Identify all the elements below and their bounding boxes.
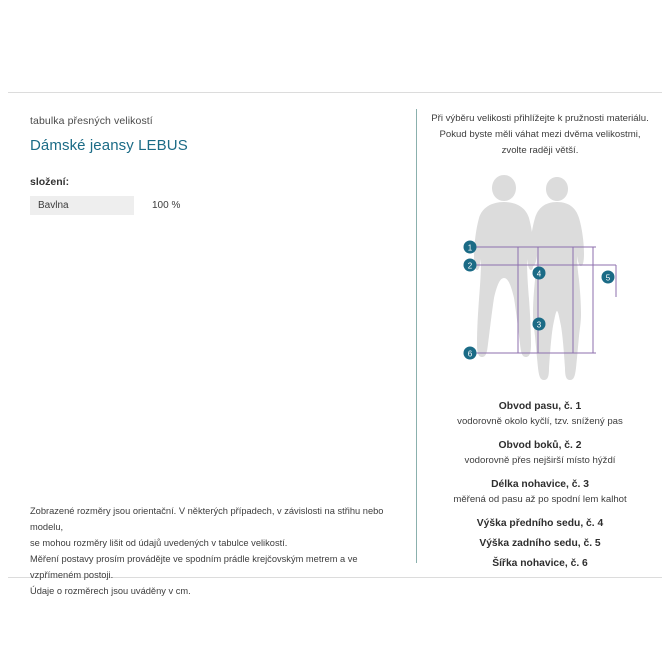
right-column	[426, 111, 654, 576]
measure-name: Obvod boků, č. 2	[498, 440, 582, 451]
table-row	[30, 196, 188, 215]
composition-value: 100 %	[152, 200, 181, 211]
list-item	[426, 516, 654, 531]
measure-name: Výška zadního sedu, č. 5	[479, 538, 601, 549]
svg-text:6: 6	[467, 349, 473, 359]
measure-desc: vodorovně okolo kyčlí, tzv. snížený pas	[457, 416, 623, 427]
svg-text:5: 5	[605, 273, 611, 283]
eyebrow-text: tabulka přesných velikostí	[30, 115, 153, 127]
list-item	[426, 556, 654, 571]
composition-table	[30, 196, 188, 215]
measurement-figure	[426, 167, 654, 389]
footnotes	[30, 503, 405, 599]
svg-text:3: 3	[536, 320, 542, 330]
footnote-line-1: Zobrazené rozměry jsou orientační. V některých případech, v závislosti na střihu nebo modelu,	[30, 506, 384, 532]
list-item	[426, 438, 654, 468]
size-chart-card	[8, 92, 662, 596]
column-divider	[416, 109, 417, 563]
measurement-list	[426, 399, 654, 571]
measure-name: Výška předního sedu, č. 4	[476, 518, 604, 529]
intro-text	[426, 111, 654, 159]
footnote-line-3: Měření postavy prosím provádějte ve spodním prádle krejčovským metrem a ve vzpřímeném postoji.	[30, 554, 358, 580]
composition-material: Bavlna	[30, 196, 134, 215]
footnote-line-2: se mohou rozměry lišit od údajů uvedených v tabulce velikostí.	[30, 538, 288, 548]
list-item	[426, 477, 654, 507]
page-title: Dámské jeansy LEBUS	[30, 137, 188, 154]
list-item	[426, 399, 654, 429]
intro-line-2: Pokud byste měli váhat mezi dvěma velikostmi,	[439, 129, 641, 140]
intro-line-1: Při výběru velikosti přihlížejte k pružnosti materiálu.	[431, 113, 649, 124]
measure-desc: vodorovně přes nejširší místo hýždí	[464, 455, 616, 466]
svg-text:2: 2	[467, 261, 473, 271]
left-column	[30, 115, 400, 215]
measure-name: Obvod pasu, č. 1	[498, 401, 582, 412]
measure-name: Šířka nohavice, č. 6	[492, 558, 588, 569]
intro-line-3: zvolte raději větší.	[501, 145, 579, 156]
svg-text:1: 1	[467, 243, 473, 253]
measure-name: Délka nohavice, č. 3	[491, 479, 589, 490]
composition-label: složení:	[30, 176, 70, 188]
male-silhouette-icon	[474, 175, 534, 357]
footnote-line-4: Údaje o rozměrech jsou uváděny v cm.	[30, 586, 191, 596]
list-item	[426, 536, 654, 551]
svg-text:4: 4	[536, 269, 542, 279]
measure-desc: měřená od pasu až po spodní lem kalhot	[453, 494, 627, 505]
